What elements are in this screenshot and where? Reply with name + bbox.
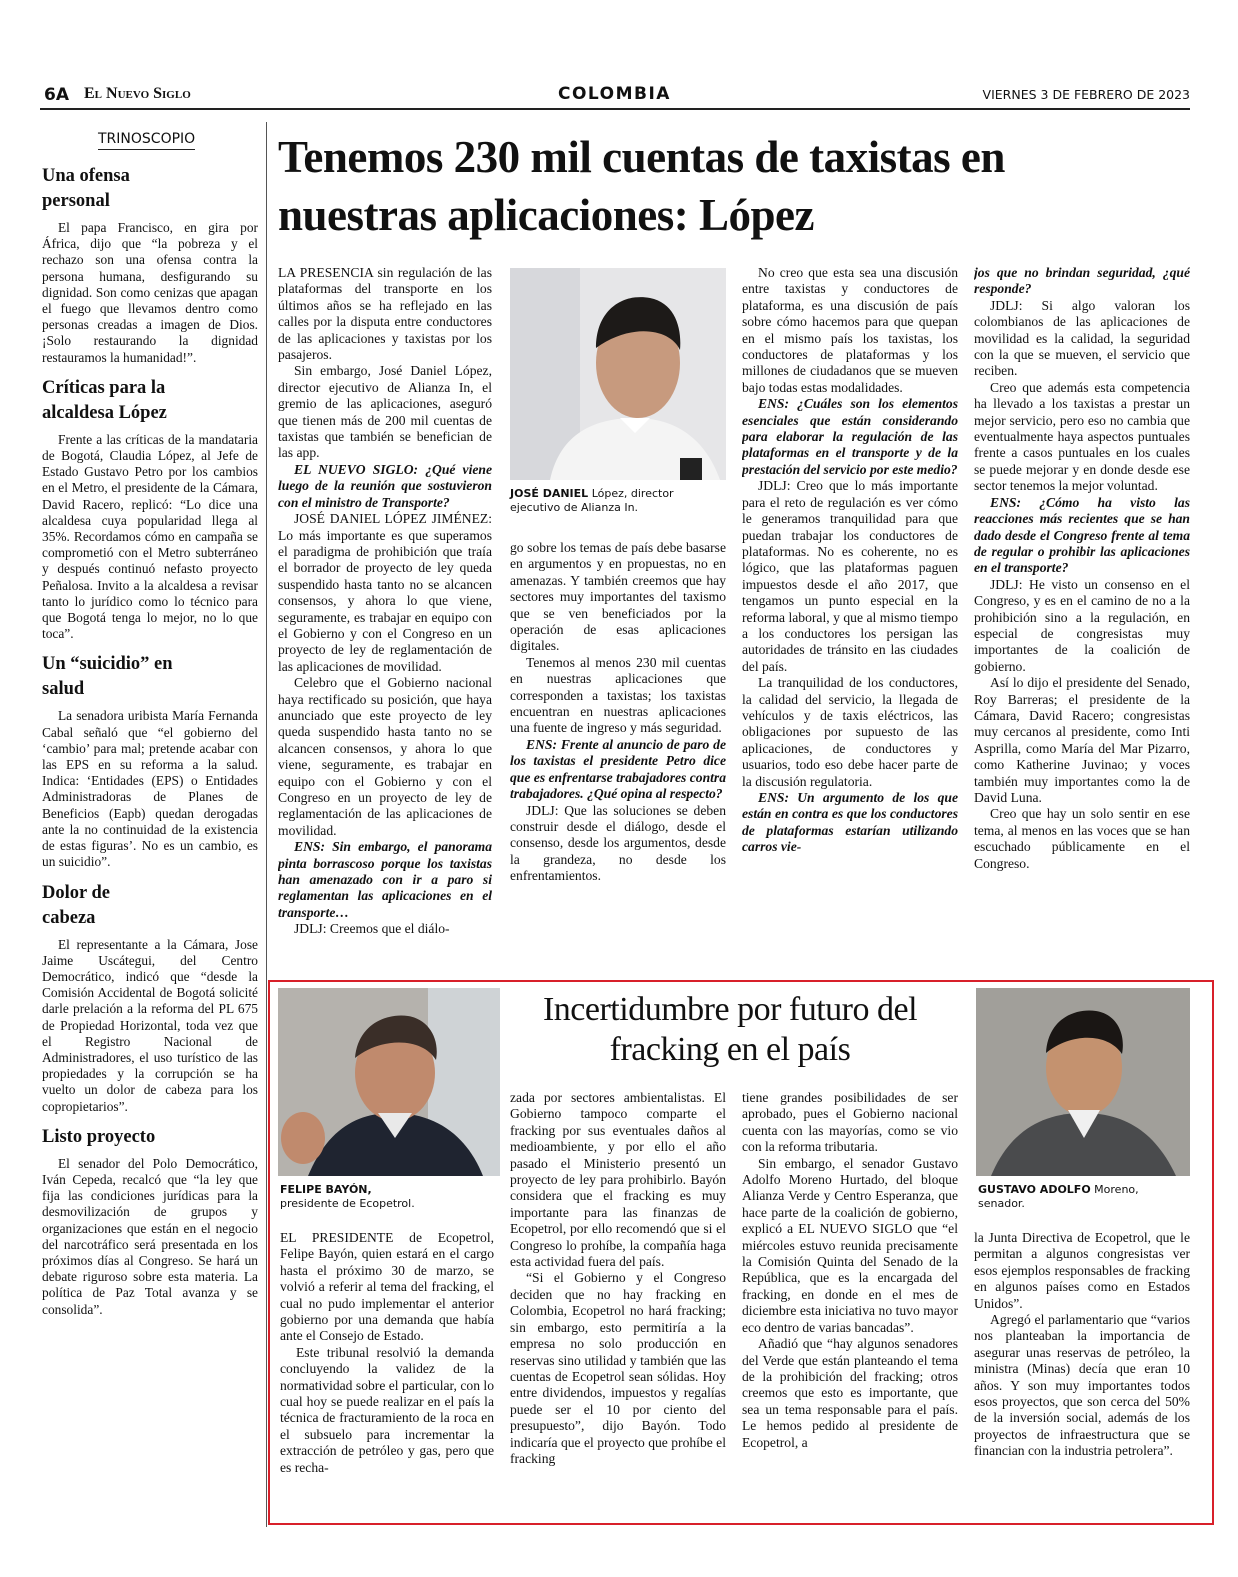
- paragraph: tiene grandes posibilidades de ser aprobado, pues el Gobierno nacional cuenta con las mayorías, como se vio con la reforma tributaria.: [742, 1090, 958, 1155]
- second-col-1: [280, 1230, 494, 1505]
- second-col-2: [510, 1090, 726, 1510]
- paragraph: “Si el Gobierno y el Congreso deciden que no hay fracking en Colombia, Ecopetrol no hará fracking; sin embargo, esto permitiría a la empresa no solo producción en reservas sino utilidad y también que las cuentas de Ecopetrol sean sólidas. Hoy entre dividendos, impuestos y regalías puede ser el 10 por ciento del presupuesto”, dijo Bayón. Todo indicaría que el proyecto que prohíbe el fracking: [510, 1270, 726, 1466]
- paragraph: Así lo dijo el presidente del Senado, Roy Barreras; el presidente de la Cámara, David Racero; congresistas muy cercanos al presidente, como Inti Asprilla, como María del Mar Pizarro, como Katherine Juvinao; y voces también muy importantes como la de David Luna.: [974, 675, 1190, 805]
- question: jos que no brindan seguridad, ¿qué responde?: [974, 265, 1190, 297]
- paragraph: Añadió que “hay algunos senadores del Verde que están planteando el tema de la prohibición del fracking; otros creemos que esto es importante, que sea un tema responsable para el país. Le hemos pedido al presidente de Ecopetrol, a: [742, 1336, 958, 1450]
- paragraph: Sin embargo, José Daniel López, director ejecutivo de Alianza In, el gremio de las aplicaciones, aseguró que tienen más de 200 mil cuentas de taxistas que también se benefician de las app.: [278, 363, 492, 461]
- second-col-4: [974, 1230, 1190, 1505]
- paragraph: JDLJ: Si algo valoran los colombianos de las aplicaciones de movilidad es la calidad, la seguridad con la que se mueven, el servicio que reciben.: [974, 297, 1190, 379]
- question: ENS: ¿Cómo ha visto las reacciones más recientes que se han dado desde el Congreso frente al tema de regular o prohibir las aplicaciones en el transporte?: [974, 494, 1190, 576]
- paragraph: JDLJ: He visto un consenso en el Congreso, y es en el camino de no a la prohibición sino a la regulación, en especial de congresistas muy importantes de la coalición de gobierno.: [974, 576, 1190, 674]
- photo-jose-daniel: [510, 268, 726, 480]
- paragraph: JDLJ: Que las soluciones se deben construir desde el diálogo, desde el consenso, desde los argumentos, desde la grandeza, no desde los enfrentamientos.: [510, 802, 726, 884]
- paragraph: Celebro que el Gobierno nacional haya rectificado su posición, que haya anunciado que este proyecto de ley queda suspendido hasta tanto no se alcancen consensos, y ahora lo que viene, seguramente, es trabajar en equipo con el Gobierno y con el Congreso en un proyecto de ley de reglamentación de las aplicaciones de movilidad.: [278, 675, 492, 838]
- paper-name: El Nuevo Siglo: [84, 85, 191, 102]
- sidebar-item: [42, 164, 258, 366]
- sidebar-item-text: El senador del Polo Democrático, Iván Cepeda, recalcó que “la ley que fija las condiciones jurídicas para la desmovilización de grupos y organizaciones que están en el negocio del narcotráfico será presentada en los próximos días al Congreso. Se hará un debate riguroso sobre esta materia. La política de Paz Total avanza y se consolida”.: [42, 1155, 258, 1317]
- question: ENS: ¿Cuáles son los elementos esenciales que están considerando para elaborar la regulación de las plataformas en el transporte y de la prestación del servicio por este medio?: [742, 396, 958, 477]
- paragraph: la Junta Directiva de Ecopetrol, que le permitan a algunos congresistas ver esos ejemplos responsables de fracking en algunos países como en Estados Unidos”.: [974, 1230, 1190, 1311]
- sidebar-item-text: Frente a las críticas de la mandataria de Bogotá, Claudia López, al Jefe de Estado Gustavo Petro por los cambios en el Metro, el presidente de la Cámara, David Racero, replicó: “Lo dice una alcaldesa cuya popularidad llega al 35%. Recordamos cómo en campaña se comprometió con el Metro subterráneo y después continuó nefasto proyecto Peñalosa. Invito a la alcaldesa a revisar tanto lo jurídico como lo técnico para que Bogotá tenga lo mejor, no lo que toca”.: [42, 431, 258, 642]
- sidebar-title: TRINOSCOPIO: [98, 128, 195, 150]
- main-headline: Tenemos 230 mil cuentas de taxistas en nuestras aplicaciones: López: [278, 132, 1005, 240]
- sidebar-item: [42, 376, 258, 643]
- sidebar: [42, 128, 258, 1318]
- portrait-image: [976, 988, 1190, 1176]
- photo-caption-felipe-bayon: FELIPE BAYÓN, presidente de Ecopetrol.: [280, 1183, 415, 1210]
- second-headline: Incertidumbre por futuro del fracking en el país: [542, 991, 918, 1068]
- sidebar-item-text: El representante a la Cámara, Jose Jaime Uscátegui, del Centro Democrático, indicó que “desde la Comisión Accidental de Bogotá solicité darle prelación a la reforma del PL 675 de Propiedad Horizontal, toda vez que el Registro Nacional de Administradores, el uso turístico de las propiedades y la corrupción se ha vuelto un dolor de cabeza para los copropietarios”.: [42, 936, 258, 1114]
- paragraph: Este tribunal resolvió la demanda concluyendo la validez de la normatividad sobre el particular, con lo cual hoy se puede realizar en el país la técnica de fracturamiento de la roca en el subsuelo para incrementar la extracción de petróleo y gas, pero que es recha-: [280, 1344, 494, 1475]
- photo-caption-gustavo-adolfo: GUSTAVO ADOLFO Moreno, senador.: [978, 1183, 1139, 1210]
- page-date: VIERNES 3 DE FEBRERO DE 2023: [982, 87, 1190, 102]
- section-title: COLOMBIA: [558, 84, 671, 104]
- sidebar-item-heading: Dolor de cabeza: [42, 882, 111, 928]
- main-col-1: [278, 265, 492, 975]
- paragraph: JOSÉ DANIEL LÓPEZ JIMÉNEZ: Lo más importante es que superamos el paradigma de prohibición que traía el borrador de proyecto de ley queda suspendido hasta tanto no se alcancen consensos, y ahora lo que viene, seguramente, es trabajar en equipo con el Gobierno y con el Congreso en un proyecto de ley de reglamentación de las aplicaciones de movilidad.: [278, 511, 492, 674]
- paragraph: No creo que esta sea una discusión entre taxistas y conductores de plataforma, es una discusión de país sobre cómo hacemos para que quepan en el mismo país los taxistas, los conductores de plataformas y los millones de ciudadanos que se mueven bajo todas estas modalidades.: [742, 265, 958, 395]
- header-rule: [40, 108, 1190, 110]
- sidebar-divider: [266, 122, 267, 1527]
- portrait-image: [510, 268, 726, 480]
- sidebar-item-heading: Un “suicidio” en salud: [42, 654, 173, 700]
- page-number: 6A: [44, 85, 69, 105]
- main-col-4: [974, 265, 1190, 970]
- sidebar-item: [42, 881, 258, 1115]
- sidebar-item-heading: Listo proyecto: [42, 1126, 156, 1147]
- page-header: [40, 82, 1190, 110]
- main-col-3: [742, 265, 958, 970]
- sidebar-item-heading: Críticas para la alcaldesa López: [42, 377, 167, 423]
- paragraph: La tranquilidad de los conductores, la calidad del servicio, la llegada de vehículos y de taxis eléctricos, las obligaciones por supuesto de las aplicaciones, de conductores y usuarios, todo eso debe hacer parte de la discusión regulatoria.: [742, 675, 958, 789]
- paragraph: Agregó el parlamentario que “varios nos planteaban la importancia de asegurar unas reservas de petróleo, la ministra (Minas) decía que eran 10 años. Y son muy importantes todos esos proyectos, que son cerca del 50% de la inversión social, además de los proyectos de infraestructura que se financian con la industria petrolera”.: [974, 1312, 1190, 1459]
- paragraph: go sobre los temas de país debe basarse en argumentos y en propuestas, no en amenazas. Y también creemos que hay sectores muy importantes del taxismo que se ven beneficiados por la operación de esas aplicaciones digitales.: [510, 540, 726, 654]
- second-col-3: [742, 1090, 958, 1510]
- photo-felipe-bayon: [278, 988, 500, 1176]
- question: ENS: Un argumento de los que están en contra es que los conductores de plataformas estarían utilizando carros vie-: [742, 790, 958, 855]
- main-col-2: [510, 540, 726, 970]
- paragraph: Tenemos al menos 230 mil cuentas en nuestras aplicaciones que corresponden a taxistas; los taxistas encuentran en nuestras aplicaciones una fuente de ingreso y más seguridad.: [510, 654, 726, 736]
- paragraph: EL PRESIDENTE de Ecopetrol, Felipe Bayón, quien estará en el cargo hasta el próximo 30 de marzo, se volvió a referir al tema del fracking, el cual no pudo implementar el anterior gobierno por una demanda que había ante el Consejo de Estado.: [280, 1230, 494, 1344]
- paragraph: zada por sectores ambientalistas. El Gobierno tampoco comparte el fracking por sus eventuales daños al medioambiente, y por ello el año pasado el Ministerio presentó un proyecto de ley para prohibirlo. Bayón considera que el fracking es muy importante para las finanzas de Ecopetrol, por ello recomendó que si el Congreso lo prohíbe, la compañía haga esta actividad fuera del país.: [510, 1090, 726, 1270]
- photo-gustavo-adolfo: [976, 988, 1190, 1176]
- paragraph: Sin embargo, el senador Gustavo Adolfo Moreno Hurtado, del bloque Alianza Verde y Centro Esperanza, que hace parte de la coalición de gobierno, explicó a EL NUEVO SIGLO que “el miércoles estuvo reunida precisamente la Comisión Quinta del Senado de la República, que es la encargada del fracking, en donde en el mes de diciembre esta iniciativa no tuvo mayor eco dentro de varias bancadas”.: [742, 1155, 958, 1335]
- sidebar-item-text: El papa Francisco, en gira por África, dijo que “la pobreza y el rechazo son una ofensa contra la persona humana, desfigurando su dignidad. Son como cenizas que apagan el fuego que llevamos dentro como personas creadas a imagen de Dios. ¡Solo restaurando la dignidad restauramos la humanidad!”.: [42, 220, 258, 365]
- paragraph: JDLJ: Creo que lo más importante para el reto de regulación es ver cómo le generamos tranquilidad para que puedan trabajar los conductores de plataformas. No es coherente, no es lógico, que las plataformas paguen impuestos desde el año 2017, que tengamos un punto especial en la reforma laboral, y que al mismo tiempo a los conductores los persigan las autoridades de tránsito en las ciudades del país.: [742, 478, 958, 674]
- sidebar-item-text: La senadora uribista María Fernanda Cabal señaló que “el gobierno del ‘cambio’ para mal; pretende acabar con las EPS en su reforma a la salud. Indica: ‘Entidades (EPS) o Entidades Administradoras de Planes de Beneficios (Eapb) quedan derogadas ante la no continuidad de la existencia de estas figuras’. No es un cambio, es un suicidio”.: [42, 708, 258, 870]
- paragraph: Creo que hay un solo sentir en ese tema, al menos en las voces que se han escuchado públicamente en el Congreso.: [974, 806, 1190, 871]
- sidebar-item: [42, 652, 258, 870]
- paragraph: LA PRESENCIA sin regulación de las plataformas del transporte en los últimos años se ha reflejado en las calles por la disputa entre conductores de las aplicaciones y taxistas por los pasajeros.: [278, 265, 492, 363]
- photo-caption-jose-daniel: JOSÉ DANIEL López, director ejecutivo de Alianza In.: [510, 487, 674, 514]
- paragraph: JDLJ: Creemos que el diálo-: [294, 921, 450, 937]
- sidebar-item-heading: Una ofensa personal: [42, 166, 130, 211]
- paragraph: Creo que además esta competencia ha llevado a los taxistas a prestar un mejor servicio, pero eso no cambia que eventualmente haya aspectos puntuales frente a casos puntuales en los cuales se puede mejorar y en donde desde ese sector tenemos la mejor voluntad.: [974, 379, 1190, 494]
- sidebar-item: [42, 1125, 258, 1318]
- question: ENS: Sin embargo, el panorama pinta borrascoso porque los taxistas han amenazado con ir a paro si reglamentan las aplicaciones en el transporte…: [278, 839, 492, 920]
- question: EL NUEVO SIGLO: ¿Qué viene luego de la reunión que sostuvieron con el ministro de Transporte?: [278, 461, 492, 510]
- portrait-image: [278, 988, 500, 1176]
- question: ENS: Frente al anuncio de paro de los taxistas el presidente Petro dice que es enfrentarse trabajadores contra trabajadores. ¿Qué opina al respecto?: [510, 736, 726, 802]
